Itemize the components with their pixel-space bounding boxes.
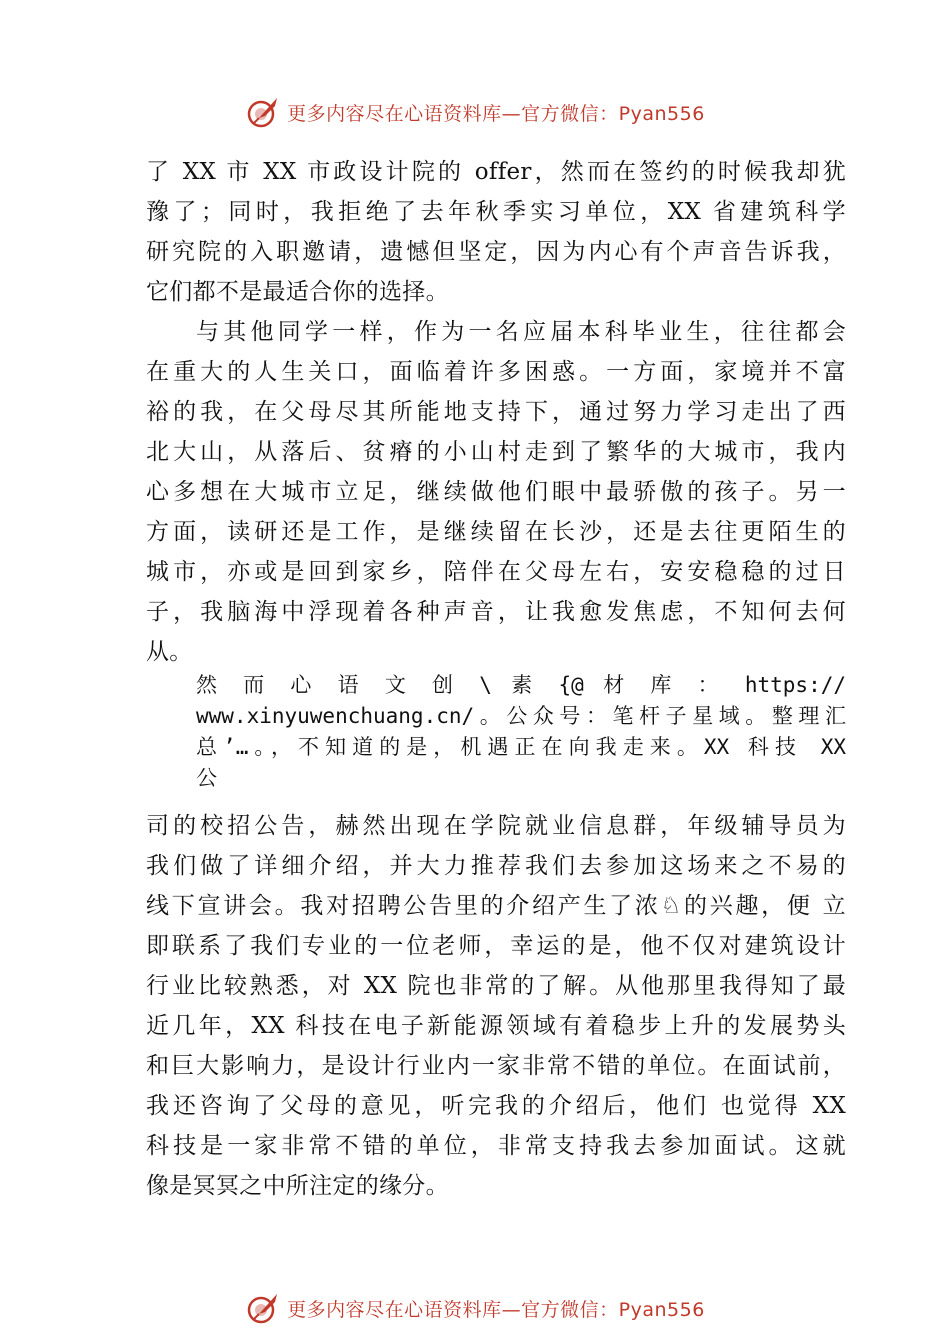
text-line: 方面，读研还是工作，是继续留在长沙，还是去往更陌生的 <box>146 519 846 545</box>
text-line: 了 XX 市 XX 市政设计院的 offer，然而在签约的时候我却犹 <box>146 159 846 185</box>
text-line: www.xinyuwenchuang.cn/。公众号：笔杆子星域。整理汇 <box>196 704 846 728</box>
text-line: 子，我脑海中浮现着各种声音，让我愈发焦虑，不知何去何 <box>146 599 846 625</box>
text-line: 公 <box>196 766 217 790</box>
text-line: 北大山，从落后、贫瘠的小山村走到了繁华的大城市，我内 <box>146 439 846 465</box>
text-line: 近几年，XX 科技在电子新能源领域有着稳步上升的发展势头 <box>146 1013 846 1039</box>
quill-seal-icon <box>245 94 281 130</box>
text-line: 即联系了我们专业的一位老师，幸运的是，他不仅对建筑设计 <box>146 933 846 959</box>
text-line: 在重大的人生关口，面临着许多困惑。一方面，家境并不富 <box>146 359 846 385</box>
text-line: 总’…。，不知道的是，机遇正在向我走来。XX 科技 XX <box>196 735 846 759</box>
text-line: 研究院的入职邀请，遗憾但坚定，因为内心有个声音告诉我， <box>146 239 846 265</box>
paragraph-2 <box>146 312 846 672</box>
footer-banner <box>0 1290 950 1326</box>
text-line: 豫了；同时，我拒绝了去年秋季实习单位，XX 省建筑科学 <box>146 199 846 225</box>
text-line: 裕的我，在父母尽其所能地支持下，通过努力学习走出了西 <box>146 399 846 425</box>
text-line: 与其他同学一样，作为一名应届本科毕业生，往往都会 <box>196 319 846 345</box>
footer-banner-text: 更多内容尽在心语资料库—官方微信：Pyan556 <box>287 1298 705 1321</box>
text-line: 行业比较熟悉，对 XX 院也非常的了解。从他那里我得知了最 <box>146 973 846 999</box>
text-line: 心多想在大城市立足，继续做他们眼中最骄傲的孩子。另一 <box>146 479 846 505</box>
text-line: 科技是一家非常不错的单位，非常支持我去参加面试。这就 <box>146 1133 846 1159</box>
paragraph-3-inserted-block <box>196 670 846 794</box>
text-line: 司的校招公告，赫然出现在学院就业信息群，年级辅导员为 <box>146 813 846 839</box>
quill-seal-icon <box>245 1290 281 1326</box>
text-line: 然 而 心 语 文 创 \ 素 {@ 材 库 ： https:// <box>196 673 846 697</box>
text-line: 从。 <box>146 639 193 665</box>
text-line: 像是冥冥之中所注定的缘分。 <box>146 1173 449 1199</box>
text-line: 我们做了详细介绍，并大力推荐我们去参加这场来之不易的 <box>146 853 846 879</box>
text-line: 我还咨询了父母的意见，听完我的介绍后，他们 也觉得 XX <box>146 1093 846 1119</box>
paragraph-4 <box>146 806 846 1206</box>
text-line: 它们都不是最适合你的选择。 <box>146 279 449 305</box>
text-line: 和巨大影响力，是设计行业内一家非常不错的单位。在面试前， <box>146 1053 846 1079</box>
header-banner <box>0 94 950 130</box>
header-banner-text: 更多内容尽在心语资料库—官方微信：Pyan556 <box>287 102 705 125</box>
text-line: 线下宣讲会。我对招聘公告里的介绍产生了浓♘的兴趣，便 立 <box>146 893 846 919</box>
paragraph-1 <box>146 152 846 312</box>
text-line: 城市，亦或是回到家乡，陪伴在父母左右，安安稳稳的过日 <box>146 559 846 585</box>
